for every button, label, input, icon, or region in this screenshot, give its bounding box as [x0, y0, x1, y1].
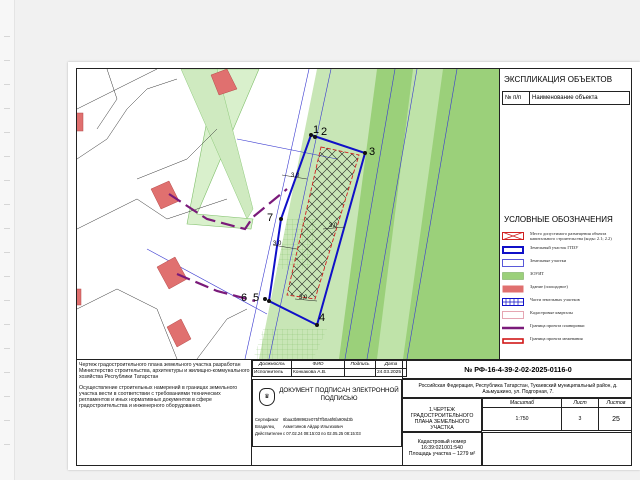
- legend-item: [502, 297, 632, 306]
- sig-name: Конкакова А.В.: [292, 369, 345, 377]
- legend-label: Земельный участок ГПЗУ: [530, 245, 579, 250]
- parcel-area: Площадь участка – 1279 м²: [408, 451, 476, 457]
- eds-valid-label: Действителен: [255, 431, 283, 436]
- eds-title: ДОКУМЕНТ ПОДПИСАН ЭЛЕКТРОННОЙ ПОДПИСЬЮ: [279, 387, 399, 402]
- explication-title: ЭКСПЛИКАЦИЯ ОБЪЕКТОВ: [504, 75, 613, 84]
- site-plan-map: [77, 69, 499, 359]
- eds-valid-value: с 07.02.24 08:15:03 по 02.05.25 08:15:03: [283, 431, 361, 436]
- legend-item: [502, 284, 632, 293]
- cadastral-number: Кадастровый номер 16:39:021001:540: [417, 439, 467, 451]
- drawing-sheet: [76, 68, 632, 466]
- document-page: [68, 62, 640, 470]
- point-label: 3: [369, 146, 376, 158]
- legend-item: [502, 231, 632, 241]
- eds-cert-label: Сертификат: [255, 417, 279, 422]
- explication-col-num: № п/п: [503, 92, 530, 104]
- point-label: 4: [319, 312, 326, 324]
- document-title: 1.ЧЕРТЕЖ ГРАДОСТРОИТЕЛЬНОГО ПЛАНА ЗЕМЕЛЬНОГО УЧАСТКА: [402, 398, 482, 432]
- explication-table: [502, 91, 630, 105]
- hatch-zone-icon: [502, 232, 524, 240]
- zouit-icon: [502, 272, 524, 280]
- offset-label: 3,0: [329, 223, 338, 229]
- note-requirements: Осуществление строительных намерений в границах земельного участка вести в соответствии с требованиями технических регламентов и иных нормативных документов в сфере градостроительства и инженерного оборудования.: [79, 385, 238, 409]
- eds-owner-label: Владелец: [255, 424, 275, 429]
- legend-label: Граница проекта межевания: [530, 336, 583, 341]
- emblem-icon: ♛: [259, 388, 275, 406]
- eds-stamp: [252, 379, 402, 447]
- sheet-header: Лист: [562, 399, 599, 408]
- signature-table: [252, 360, 407, 377]
- legend-label: Земельные участки: [530, 258, 567, 263]
- parcel-icon: [502, 259, 524, 267]
- address: Российская Федерация, Республика Татарстан, Тукаевский муниципальный район, д. Азьмушкино, ул. Подгорная, 7.: [402, 379, 632, 398]
- legend-item: [502, 258, 632, 267]
- cadastral-block-icon: [502, 311, 524, 319]
- legend-item: [502, 245, 632, 254]
- legend-label: Место допустимого размещения объекта капитального строительства (коды: 2.1; 2.2): [530, 231, 612, 241]
- parcel-parts-icon: [502, 298, 524, 306]
- legend-label: Кадастровые кварталы: [530, 310, 573, 315]
- offset-label: 3,0: [291, 173, 300, 179]
- sig-header-name: ФИО: [292, 361, 345, 369]
- offset-label: 3,0: [273, 241, 282, 247]
- parcel-gpzu-icon: [502, 246, 524, 254]
- sig-date: 24.03.2025: [376, 369, 407, 377]
- explication-panel: [499, 69, 632, 359]
- sheet-value: 3: [562, 408, 599, 431]
- planning-boundary: [169, 189, 287, 301]
- legend: [502, 231, 632, 349]
- planning-boundary-icon: [502, 324, 524, 332]
- sheets-header: Листов: [599, 399, 633, 408]
- legend-title: УСЛОВНЫЕ ОБОЗНАЧЕНИЯ: [504, 215, 613, 224]
- sig-header-position: Должность: [253, 361, 292, 369]
- sig-header-date: Дата: [376, 361, 407, 369]
- point-label: 1: [313, 124, 320, 136]
- plan-number: № РФ-16-4-39-2-02-2025-0116-0: [402, 360, 632, 379]
- survey-boundary-icon: [502, 337, 524, 345]
- thumbnail-rail[interactable]: [0, 0, 15, 480]
- cadastral-info: [402, 432, 482, 466]
- note-developer: Чертеж градостроительного плана земельного участка разработан: [79, 362, 241, 368]
- title-block: [77, 359, 632, 466]
- stamp-empty-cell: [482, 432, 632, 466]
- eds-cert-value: 6baa3b98962e075f7fb0a6f6fa909d3b: [283, 417, 353, 422]
- point-label: 5: [253, 292, 260, 304]
- point-label: 2: [321, 126, 328, 138]
- notes: [79, 362, 251, 414]
- point-label: 6: [241, 292, 248, 304]
- explication-col-name: Наименование объекта: [532, 95, 598, 101]
- offset-label: 3,0: [299, 295, 308, 301]
- legend-label: Здание (площадное): [530, 284, 568, 289]
- legend-label: ЗОУИТ: [530, 271, 545, 276]
- stamp: [251, 360, 632, 466]
- building-icon: [502, 285, 524, 293]
- legend-item: [502, 310, 632, 319]
- sheet-table: [482, 398, 632, 431]
- eds-owner-value: Ахметзянов Айдар Ильгизович: [283, 424, 343, 429]
- scale-value: 1:750: [483, 408, 562, 431]
- legend-item: [502, 323, 632, 332]
- point-label: 7: [267, 212, 274, 224]
- sig-header-signature: Подпись: [345, 361, 376, 369]
- legend-item: [502, 271, 632, 280]
- sig-signature: [345, 369, 376, 377]
- sig-position: Исполнитель: [253, 369, 292, 377]
- legend-item: [502, 336, 632, 345]
- scale-header: Масштаб: [483, 399, 562, 408]
- sheets-value: 25: [599, 408, 633, 431]
- legend-label: Граница проекта планировки: [530, 323, 585, 328]
- legend-label: Части земельных участков: [530, 297, 580, 302]
- note-ministry: Министерство строительства, архитектуры и жилищно-коммунального хозяйства Республики Татарстан: [79, 368, 250, 380]
